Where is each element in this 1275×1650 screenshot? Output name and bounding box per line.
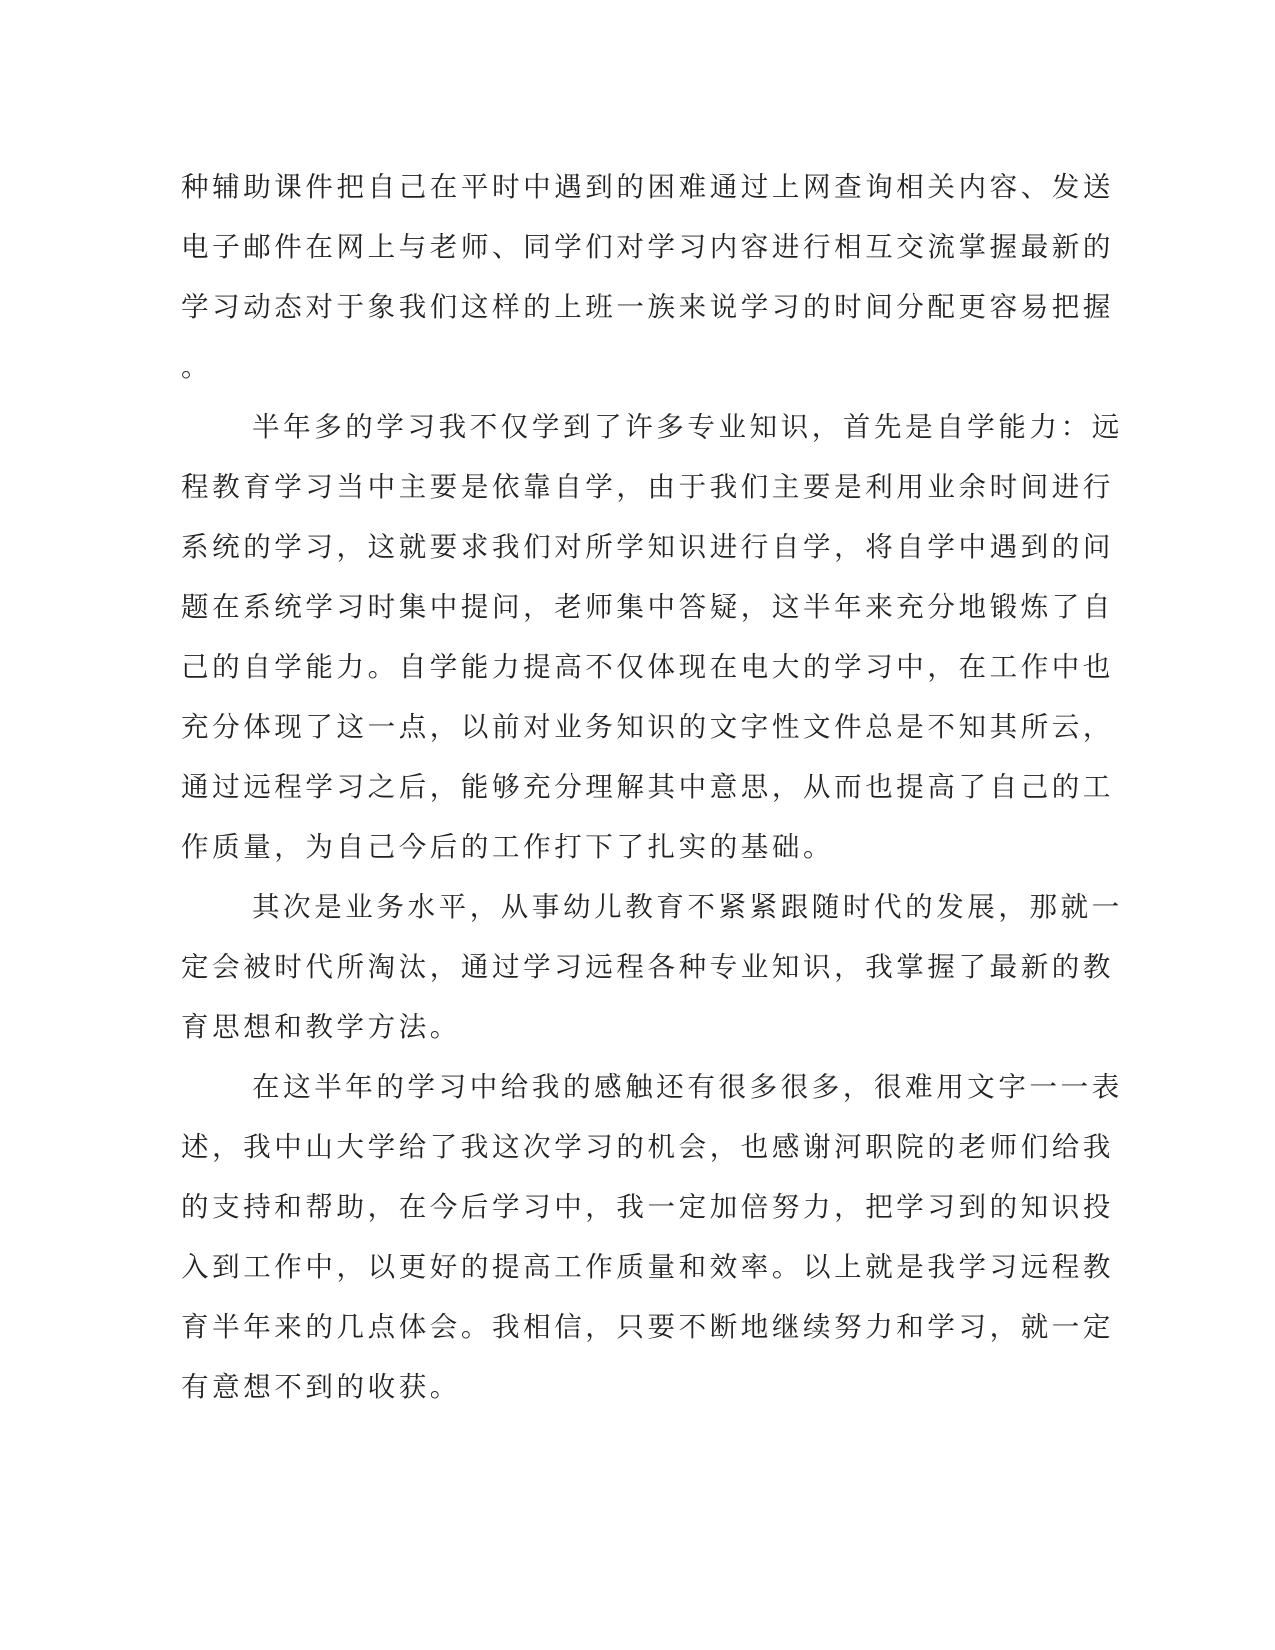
text-line: 充分体现了这一点，以前对业务知识的文字性文件总是不知其所云，	[181, 711, 1114, 743]
text-line: 半年多的学习我不仅学到了许多专业知识，首先是自学能力：远	[252, 411, 1123, 443]
text-line: 。	[181, 351, 213, 383]
paragraph-3	[181, 877, 1123, 1057]
document-body	[181, 157, 1123, 1417]
text-line: 有意想不到的收获。	[181, 1371, 461, 1403]
text-line: 的支持和帮助，在今后学习中，我一定加倍努力，把学习到的知识投	[181, 1191, 1114, 1223]
text-line: 作质量，为自己今后的工作打下了扎实的基础。	[181, 831, 835, 863]
text-line: 通过远程学习之后，能够充分理解其中意思，从而也提高了自己的工	[181, 771, 1114, 803]
text-line: 定会被时代所淘汰，通过学习远程各种专业知识，我掌握了最新的教	[181, 951, 1114, 983]
text-line: 其次是业务水平，从事幼儿教育不紧紧跟随时代的发展，那就一	[252, 891, 1123, 923]
text-line: 己的自学能力。自学能力提高不仅体现在电大的学习中，在工作中也	[181, 651, 1114, 683]
text-line: 电子邮件在网上与老师、同学们对学习内容进行相互交流掌握最新的	[181, 231, 1114, 263]
paragraph-1	[181, 157, 1114, 397]
paragraph-4	[181, 1057, 1123, 1417]
text-line: 在这半年的学习中给我的感触还有很多很多，很难用文字一一表	[252, 1071, 1123, 1103]
text-line: 述，我中山大学给了我这次学习的机会，也感谢河职院的老师们给我	[181, 1131, 1114, 1163]
text-line: 育思想和教学方法。	[181, 1011, 461, 1043]
text-line: 题在系统学习时集中提问，老师集中答疑，这半年来充分地锻炼了自	[181, 591, 1114, 623]
paragraph-2	[181, 397, 1123, 877]
text-line: 种辅助课件把自己在平时中遇到的困难通过上网查询相关内容、发送	[181, 171, 1114, 203]
text-line: 入到工作中，以更好的提高工作质量和效率。以上就是我学习远程教	[181, 1251, 1114, 1283]
text-line: 程教育学习当中主要是依靠自学，由于我们主要是利用业余时间进行	[181, 471, 1114, 503]
text-line: 育半年来的几点体会。我相信，只要不断地继续努力和学习，就一定	[181, 1311, 1114, 1343]
text-line: 系统的学习，这就要求我们对所学知识进行自学，将自学中遇到的问	[181, 531, 1114, 563]
text-line: 学习动态对于象我们这样的上班一族来说学习的时间分配更容易把握	[181, 291, 1114, 323]
